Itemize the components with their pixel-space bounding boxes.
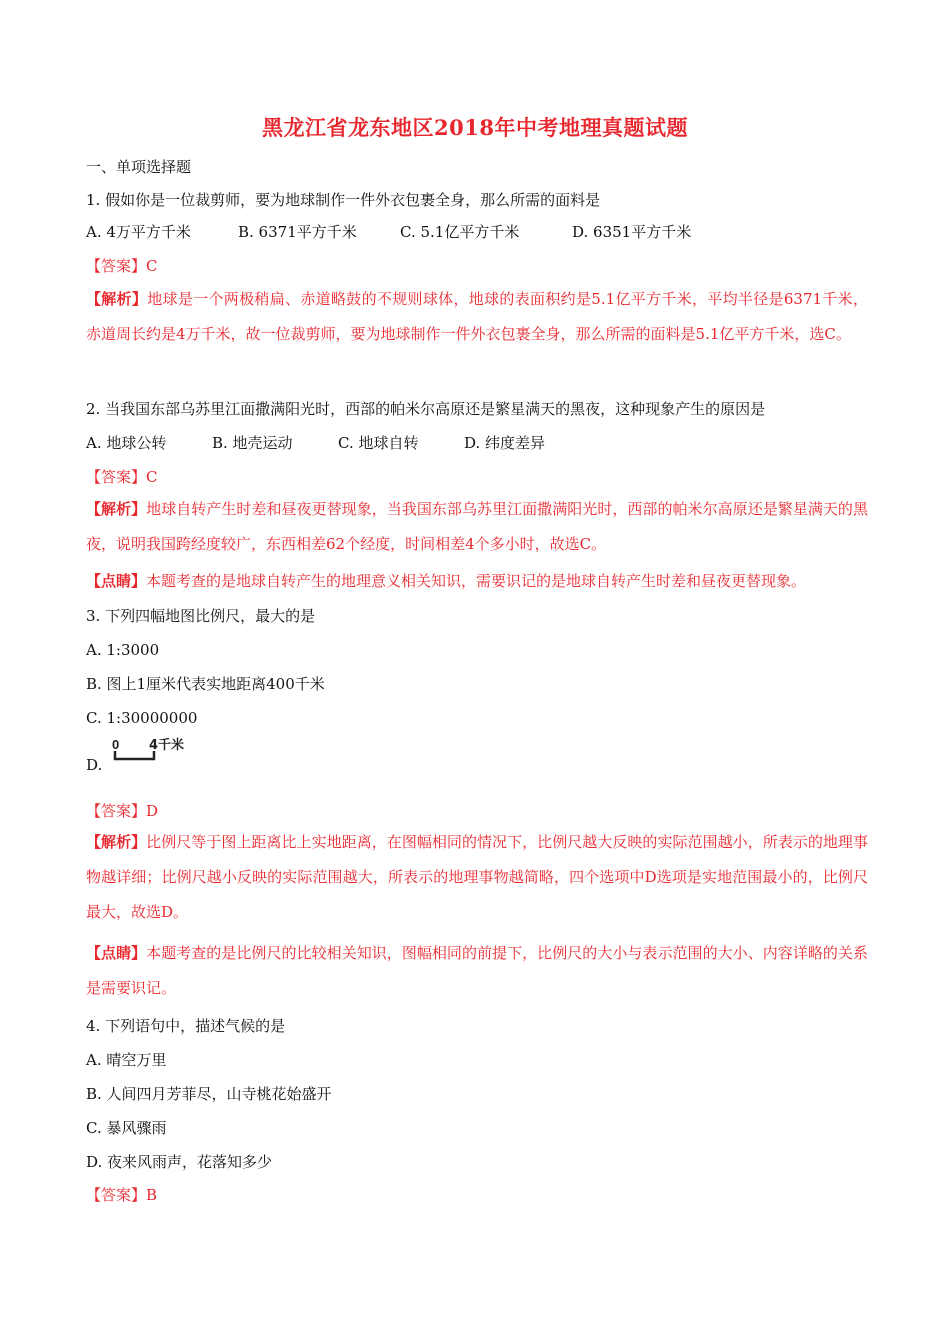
- q2-analysis: [86, 492, 868, 562]
- q3-option-b: B. 图上1厘米代表实地距离400千米: [86, 675, 325, 693]
- q1-analysis-text: 地球是一个两极稍扁、赤道略鼓的不规则球体，地球的表面积约是5.1亿平方千米，平均半径是6371千米，赤道周长约是4万千米，故一位裁剪师，要为地球制作一件外衣包裹全身，那么所需的面料是5.1亿平方千米，选C。: [86, 290, 868, 343]
- q1-option-a: A. 4万平方千米: [86, 223, 191, 241]
- scale-bar-icon: [112, 737, 192, 763]
- q1-options: [86, 222, 876, 242]
- q2-analysis-tag: 【解析】: [86, 500, 147, 518]
- q3-comment: [86, 936, 868, 1006]
- q2-option-d: D. 纬度差异: [464, 434, 546, 452]
- q3-comment-tag: 【点睛】: [86, 944, 147, 962]
- q1-option-b: B. 6371平方千米: [238, 223, 357, 241]
- q3-analysis-tag: 【解析】: [86, 833, 147, 851]
- q3-answer-value: D: [146, 802, 159, 820]
- document-title: 黑龙江省龙东地区2018年中考地理真题试题: [262, 115, 688, 140]
- section-heading: 一、单项选择题: [86, 158, 192, 176]
- q1-analysis-tag: 【解析】: [86, 290, 148, 308]
- q3-option-d: D.: [86, 756, 103, 774]
- q1-option-d: D. 6351平方千米: [572, 223, 692, 241]
- q1-option-c: C. 5.1亿平方千米: [400, 223, 520, 241]
- q2-option-c: C. 地球自转: [338, 434, 419, 452]
- q2-options: [86, 433, 876, 453]
- q2-option-b: B. 地壳运动: [212, 434, 293, 452]
- q4-stem: 4. 下列语句中，描述气候的是: [86, 1017, 286, 1035]
- q3-answer-tag: 【答案】: [86, 802, 147, 820]
- q1-stem: 1. 假如你是一位裁剪师，要为地球制作一件外衣包裹全身，那么所需的面料是: [86, 191, 601, 209]
- q4-answer: [86, 1185, 876, 1205]
- q4-option-d: D. 夜来风雨声，花落知多少: [86, 1153, 273, 1171]
- q3-option-a: A. 1:3000: [86, 641, 160, 659]
- q3-option-c: C. 1:30000000: [86, 709, 198, 727]
- q3-stem: 3. 下列四幅地图比例尺，最大的是: [86, 607, 316, 625]
- q4-answer-tag: 【答案】: [86, 1186, 147, 1204]
- q2-comment: [86, 564, 868, 599]
- q3-answer: [86, 801, 876, 821]
- q4-option-c: C. 暴风骤雨: [86, 1119, 167, 1137]
- q2-stem: 2. 当我国东部乌苏里江面撒满阳光时，西部的帕米尔高原还是繁星满天的黑夜，这种现象产生的原因是: [86, 400, 766, 418]
- scale-distance-label: 4千米: [149, 738, 185, 753]
- q3-analysis: [86, 825, 868, 930]
- q4-option-b: B. 人间四月芳菲尽，山寺桃花始盛开: [86, 1085, 332, 1103]
- q1-answer-value: C: [146, 257, 158, 275]
- q1-answer: [86, 256, 876, 276]
- q2-answer: [86, 467, 876, 487]
- q2-answer-tag: 【答案】: [86, 468, 147, 486]
- q2-analysis-text: 地球自转产生时差和昼夜更替现象，当我国东部乌苏里江面撒满阳光时，西部的帕米尔高原还是繁星满天的黑夜，说明我国跨经度较广，东西相差62个经度，时间相差4个多小时，故选C。: [86, 500, 868, 553]
- q2-answer-value: C: [146, 468, 158, 486]
- q4-option-a: A. 晴空万里: [86, 1051, 167, 1069]
- q1-answer-tag: 【答案】: [86, 257, 147, 275]
- q2-comment-text: 本题考查的是地球自转产生的地理意义相关知识，需要识记的是地球自转产生时差和昼夜更替现象。: [146, 572, 807, 590]
- scale-zero-label: 0: [112, 737, 120, 752]
- q2-option-a: A. 地球公转: [86, 434, 167, 452]
- q1-analysis: [86, 282, 868, 352]
- q4-answer-value: B: [146, 1186, 158, 1204]
- q3-analysis-text: 比例尺等于图上距离比上实地距离，在图幅相同的情况下，比例尺越大反映的实际范围越小，所表示的地理事物越详细；比例尺越小反映的实际范围越大，所表示的地理事物越简略，四个选项中D选项是实地范围最小的，比例尺最大，故选D。: [86, 833, 868, 921]
- q2-comment-tag: 【点睛】: [86, 572, 147, 590]
- q3-comment-text: 本题考查的是比例尺的比较相关知识，图幅相同的前提下，比例尺的大小与表示范围的大小、内容详略的关系是需要识记。: [86, 944, 868, 997]
